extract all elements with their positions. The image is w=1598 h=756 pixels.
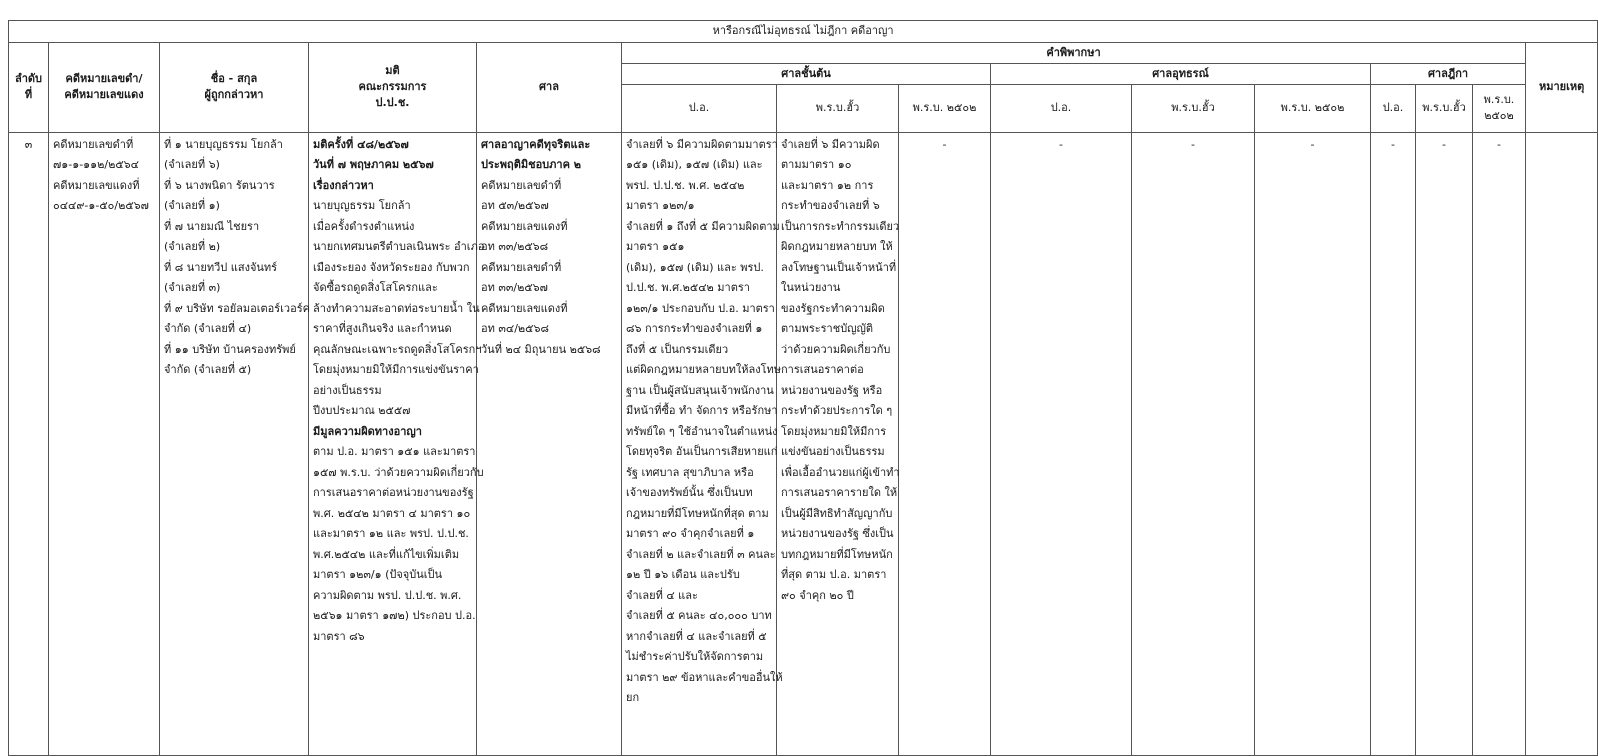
cell-court [477, 132, 622, 755]
text-line: วันที่ ๗ พฤษภาคม ๒๕๖๗ [313, 158, 434, 171]
text-line: คดีหมายเลขแดงที่ [53, 178, 140, 192]
text-line: กระทำของจำเลยที่ ๖ [781, 199, 880, 212]
text-line: หน่วยงานของรัฐ ซึ่งเป็น [781, 527, 894, 540]
text-line: ปีงบประมาณ ๒๕๕๗ [313, 404, 411, 417]
text-line: มาตรา ๑๒๓/๑ [626, 199, 695, 212]
text-line: ลงโทษฐานเป็นเจ้าหน้าที่ [781, 260, 897, 274]
text-line: โดยทุจริต อันเป็นการเสียหายแก่ [626, 445, 778, 458]
header-first-prb: พ.ร.บ.ฮั้ว [777, 84, 899, 132]
text-line: เจ้าของทรัพย์นั้น ซึ่งเป็นบท [626, 486, 753, 499]
text-line: คดีหมายเลขแดงที่ [481, 301, 568, 315]
text-line: มาตรา ๒๙ ข้อหาและคำขออื่นให้ [626, 670, 783, 684]
text-line: จัดซื้อรถดูดสิ่งโสโครกและ [313, 281, 438, 294]
text-line: ที่สุด ตาม ป.อ. มาตรา [781, 568, 887, 581]
text-line: ประพฤติมิชอบภาค ๒ [481, 158, 582, 171]
text-line: จำกัด (จำเลยที่ ๕) [164, 363, 252, 376]
text-line: บทกฎหมายที่มีโทษหนัก [781, 547, 893, 561]
header-name: ชื่อ - สกุล ผู้ถูกกล่าวหา [160, 42, 309, 132]
text-line: ๒๕๖๑ มาตรา ๑๗๒) ประกอบ ป.อ. [313, 609, 476, 622]
text-line: ฐาน เป็นผู้สนับสนุนเจ้าพนักงาน [626, 383, 774, 397]
text-line: มาตรา ๑๕๑ [626, 240, 685, 253]
cell-appeal-po: - [991, 132, 1132, 755]
text-line: อท ๓๓/๒๕๖๘ [481, 240, 549, 253]
text-line: กฎหมายที่มีโทษหนักที่สุด ตาม [626, 506, 769, 520]
text-line: (จำเลยที่ ๑) [164, 199, 220, 212]
text-line: คดีหมายเลขดำที่ [481, 260, 562, 274]
text-line: เป็นการกระทำกรรมเดียว [781, 219, 900, 233]
text-line: ๙๐ จำคุก ๒๐ ปี [781, 588, 854, 602]
text-line: ๗๑-๑-๑๑๒/๒๕๖๔ [53, 158, 139, 171]
header-resolution: มติ คณะกรรมการ ป.ป.ช. [309, 42, 477, 132]
text-line: (เดิม), ๑๕๗ (เดิม) และ พรป. [626, 260, 764, 274]
text-line: ๑๕๑ (เดิม), ๑๕๗ (เดิม) และ [626, 158, 763, 171]
text-line: จำเลยที่ ๔ และ [626, 588, 698, 602]
resolution-subheading: มีมูลความผิดทางอาญา [313, 424, 422, 438]
text-line: พรป. ป.ป.ช. พ.ศ. ๒๕๔๒ [626, 178, 745, 192]
header-supreme-po: ป.อ. [1371, 84, 1416, 132]
cell-resolution [309, 132, 485, 755]
text-line: คดีหมายเลขดำที่ [53, 137, 134, 151]
text-line: แข่งขันอย่างเป็นธรรม [781, 445, 885, 458]
text-line: ถึงที่ ๕ เป็นกรรมเดียว [626, 342, 729, 356]
text-line: และมาตรา ๑๒ และ พรป. ป.ป.ช. [313, 527, 469, 540]
text-line: และมาตรา ๑๒ การ [781, 178, 874, 192]
text-line: ผิดกฎหมายหลายบท ให้ [781, 240, 893, 253]
text-line: อย่างเป็นธรรม [313, 383, 382, 397]
text-line: แต่ผิดกฎหมายหลายบทให้ลงโทษ [626, 363, 781, 376]
cell-appeal-prb: - [1132, 132, 1255, 755]
text-line: ราคาที่สูงเกินจริง และกำหนด [313, 322, 452, 335]
text-line: หน่วยงานของรัฐ หรือ [781, 383, 883, 397]
header-supreme-prb: พ.ร.บ.ฮั้ว [1416, 84, 1473, 132]
text-line: จำเลยที่ ๒ และจำเลยที่ ๓ คนละ [626, 547, 776, 561]
text-line: จำเลยที่ ๕ คนละ ๔๐,๐๐๐ บาท [626, 609, 772, 622]
text-line: เพื่อเอื้ออำนวยแก่ผู้เข้าทำ [781, 465, 900, 479]
text-line: ที่ ๘ นายทวีป แสงจันทร์ [164, 260, 278, 274]
header-case-no: คดีหมายเลขดำ/ คดีหมายเลขแดง [49, 42, 160, 132]
text-line: การเสนอราคารายใด ให้ [781, 486, 898, 499]
text-line: โดยมุ่งหมายมิให้มีการแข่งขันราคา [313, 363, 479, 376]
cell-first-prb2502: - [899, 132, 991, 755]
text-line: จำเลยที่ ๑ ถึงที่ ๕ มีความผิดตาม [626, 219, 780, 233]
table-row [9, 132, 1598, 755]
header-first-prb2502: พ.ร.บ. ๒๕๐๒ [899, 84, 991, 132]
text-line: คุณลักษณะเฉพาะรถดูดสิ่งโสโครกฯ [313, 342, 482, 356]
text-line: ป.ป.ช. พ.ศ.๒๕๔๒ มาตรา [626, 281, 750, 294]
header-supreme-court: ศาลฎีกา [1371, 63, 1526, 84]
text-line: มติครั้งที่ ๔๘/๒๕๖๗ [313, 137, 409, 151]
text-line: เรื่องกล่าวหา [313, 178, 374, 192]
text-line: ตามพระราชบัญญัติ [781, 322, 874, 335]
text-line: ๑๒๓/๑ ประกอบกับ ป.อ. มาตรา [626, 301, 775, 315]
header-judgment: คำพิพากษา [622, 42, 1526, 63]
text-line: มีหน้าที่ซื้อ ทำ จัดการ หรือรักษา [626, 404, 778, 417]
text-line: (จำเลยที่ ๒) [164, 240, 221, 253]
text-line: ไม่ชำระค่าปรับให้จัดการตาม [626, 650, 764, 663]
text-line: อท ๓๓/๒๕๖๗ [481, 281, 548, 294]
text-line: ในหน่วยงาน [781, 281, 841, 294]
text-line: หากจำเลยที่ ๔ และจำเลยที่ ๕ [626, 629, 767, 643]
text-line: รัฐ เทศบาล สุขาภิบาล หรือ [626, 465, 754, 479]
header-first-po: ป.อ. [622, 84, 777, 132]
table-title: หารือกรณีไม่อุทธรณ์ ไม่ฎีกา คดีอาญา [9, 21, 1598, 43]
header-appeal-po: ป.อ. [991, 84, 1132, 132]
text-line: ของรัฐกระทำความผิด [781, 301, 885, 315]
cell-supreme-po: - [1371, 132, 1416, 755]
text-line: ที่ ๑๑ บริษัท บ้านครองทรัพย์ [164, 342, 296, 356]
text-line: นายบุญธรรม โยกล้า [313, 199, 411, 212]
text-line: วันที่ ๒๔ มิถุนายน ๒๕๖๘ [481, 342, 601, 356]
text-line: (จำเลยที่ ๖) [164, 158, 220, 171]
text-line: จำเลยที่ ๖ มีความผิดตามมาตรา [626, 137, 778, 151]
text-line: อท ๓๔/๒๕๖๘ [481, 322, 549, 335]
text-line: ที่ ๙ บริษัท รอยัลมอเตอร์เวอร์ค [164, 301, 310, 315]
cell-first-prb [777, 132, 899, 755]
cell-names [160, 132, 309, 755]
text-line: นายกเทศมนตรีตำบลเนินพระ อำเภอ [313, 240, 485, 253]
cell-remark [1526, 132, 1598, 755]
cell-case-no [49, 132, 160, 755]
text-line: ที่ ๖ นางพนิดา รัตนวาร [164, 178, 275, 192]
text-line: ความผิดตาม พรป. ป.ป.ช. พ.ศ. [313, 588, 462, 602]
header-appeal-court: ศาลอุทธรณ์ [991, 63, 1371, 84]
text-line: ตาม ป.อ. มาตรา ๑๕๑ และมาตรา [313, 445, 476, 458]
text-line: ว่าด้วยความผิดเกี่ยวกับ [781, 342, 891, 356]
text-line: ล้างทำความสะอาดท่อระบายน้ำ ใน [313, 301, 480, 315]
text-line: อท ๕๓/๒๕๖๗ [481, 199, 549, 212]
text-line: ๑๒ ปี ๑๖ เดือน และปรับ [626, 568, 740, 581]
header-first-court: ศาลชั้นต้น [622, 63, 991, 84]
cell-supreme-prb2502: - [1473, 132, 1526, 755]
case-table [8, 20, 1598, 756]
text-line: พ.ศ.๒๕๔๒ และที่แก้ไขเพิ่มเติม [313, 547, 460, 561]
header-seq: ลำดับ ที่ [9, 42, 49, 132]
text-line: โดยมุ่งหมายมิให้มีการ [781, 424, 887, 438]
text-line: ทรัพย์ใด ๆ ใช้อำนาจในตำแหน่ง [626, 424, 778, 438]
text-line: คดีหมายเลขแดงที่ [481, 219, 568, 233]
text-line: ศาลอาญาคดีทุจริตและ [481, 137, 591, 151]
cell-appeal-prb2502: - [1255, 132, 1371, 755]
text-line: ๑๕๗ พ.ร.บ. ว่าด้วยความผิดเกี่ยวกับ [313, 465, 484, 479]
text-line: ๘๖ การกระทำของจำเลยที่ ๑ [626, 322, 763, 335]
header-remark: หมายเหตุ [1526, 42, 1598, 132]
text-line: การเสนอราคาต่อ [781, 363, 864, 376]
cell-seq: ๓ [9, 132, 49, 755]
text-line: มาตรา ๙๐ จำคุกจำเลยที่ ๑ [626, 527, 755, 540]
header-appeal-prb2502: พ.ร.บ. ๒๕๐๒ [1255, 84, 1371, 132]
cell-supreme-prb: - [1416, 132, 1473, 755]
text-line: เมื่อครั้งดำรงตำแหน่ง [313, 219, 415, 233]
text-line: กระทำด้วยประการใด ๆ [781, 404, 893, 417]
cell-first-po [622, 132, 783, 755]
text-line: คดีหมายเลขดำที่ [481, 178, 562, 192]
text-line: ที่ ๑ นายบุญธรรม โยกล้า [164, 137, 283, 151]
text-line: การเสนอราคาต่อหน่วยงานของรัฐ [313, 486, 474, 499]
header-court: ศาล [477, 42, 622, 132]
text-line: พ.ศ. ๒๕๔๒ มาตรา ๔ มาตรา ๑๐ [313, 506, 471, 520]
text-line: มาตรา ๑๒๓/๑ (ปัจจุบันเป็น [313, 568, 443, 581]
text-line: เมืองระยอง จังหวัดระยอง กับพวก [313, 260, 470, 274]
text-line: ยก [626, 691, 640, 704]
text-line: (จำเลยที่ ๓) [164, 281, 221, 294]
text-line: ที่ ๗ นายมณี ไชยรา [164, 219, 260, 233]
text-line: จำเลยที่ ๖ มีความผิด [781, 137, 880, 151]
text-line: จำกัด (จำเลยที่ ๔) [164, 322, 252, 335]
text-line: ๐๔๔๙-๑-๕๐/๒๕๖๗ [53, 199, 149, 212]
text-line: มาตรา ๘๖ [313, 629, 365, 643]
header-appeal-prb: พ.ร.บ.ฮั้ว [1132, 84, 1255, 132]
text-line: ตามมาตรา ๑๐ [781, 158, 852, 171]
text-line: เป็นผู้มีสิทธิทำสัญญากับ [781, 506, 893, 520]
header-supreme-prb2502: พ.ร.บ. ๒๕๐๒ [1473, 84, 1526, 132]
